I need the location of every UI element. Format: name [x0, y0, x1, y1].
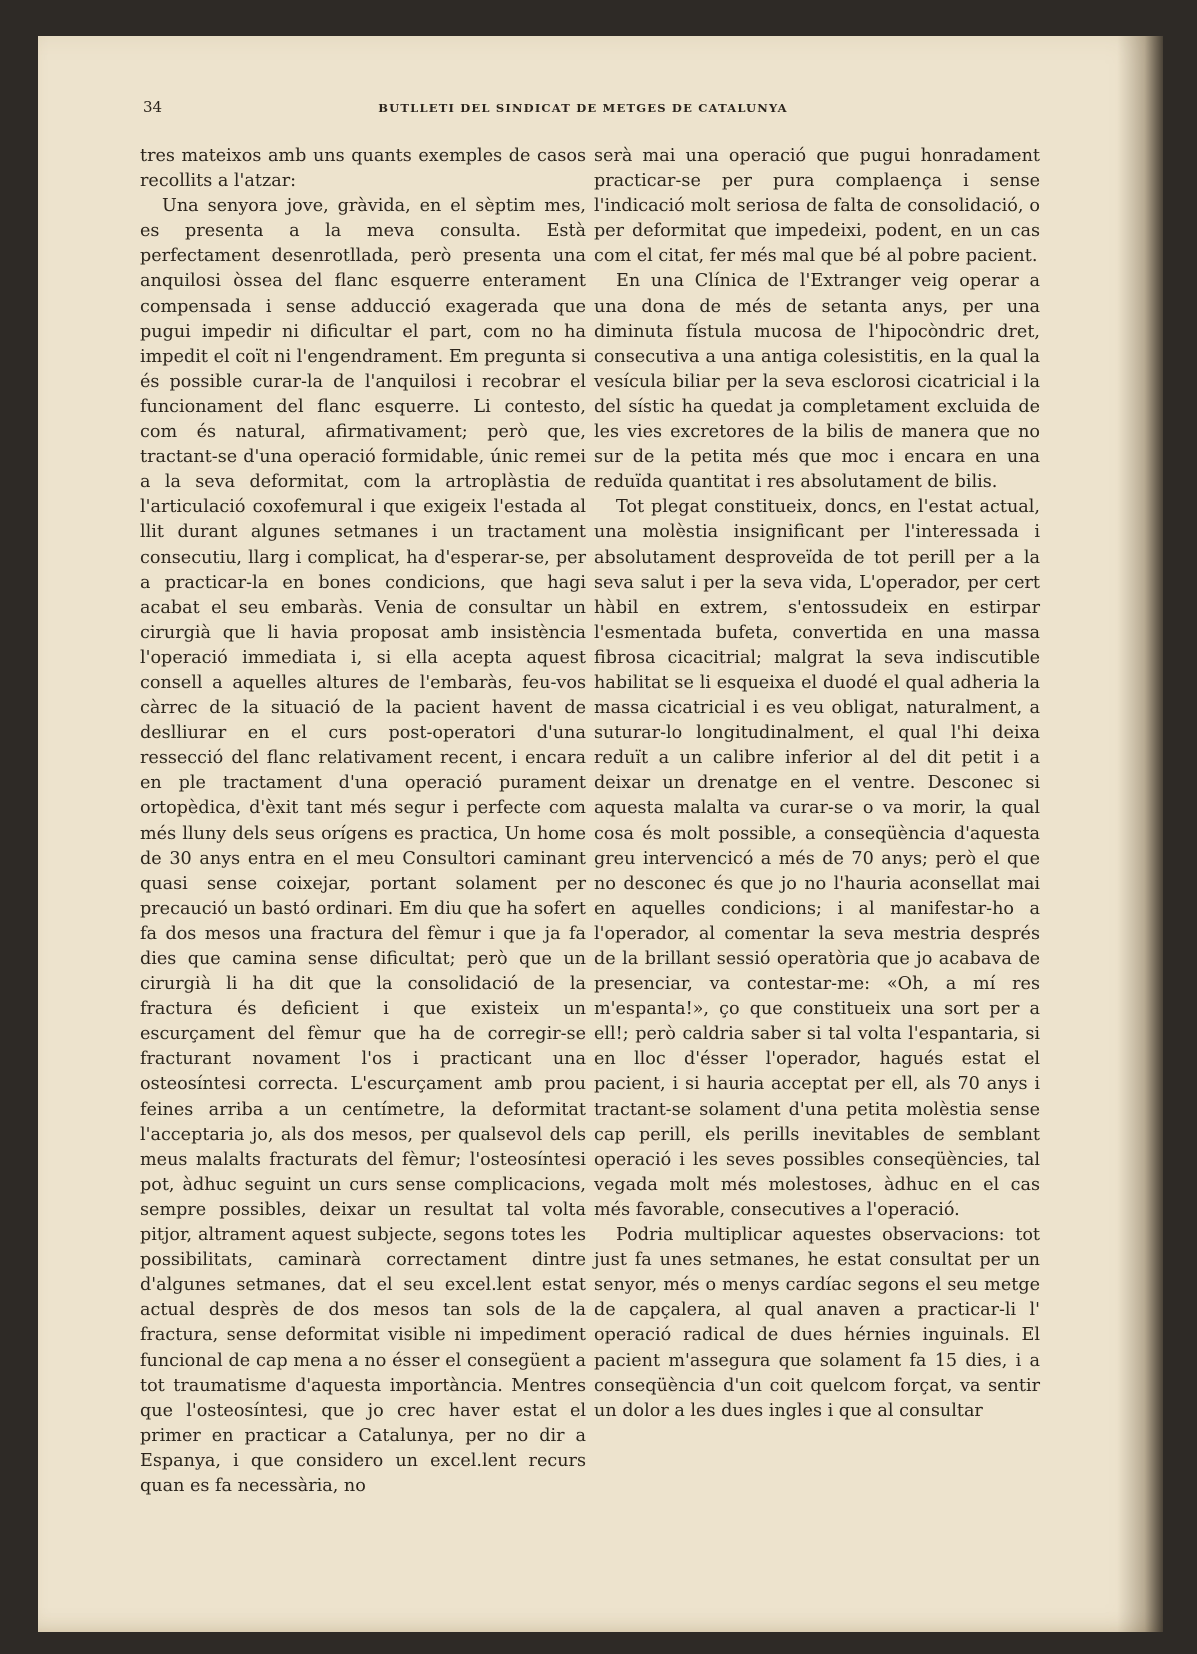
page-binding-shadow: [1117, 36, 1163, 1632]
paragraph: tres mateixos amb uns quants exemples de casos recollits a l'atzar:: [140, 146, 586, 192]
journal-page: [38, 36, 1163, 1632]
right-column: [594, 144, 1040, 1424]
paragraph: Una senyora jove, gràvida, en el sèptim mes, es presenta a la meva consulta. Està perfectament desenrotllada, però presenta una anquilosi òssea del flanc esquerre enterament compensada i sense adducció exagerada que pugui impedir ni dificultar el part, com no ha impedit el coït ni l'engendrament. Em pregunta si és possible curar-la de l'anquilosi i recobrar el funcionament del flanc esquerre. Li contesto, com és natural, afirmativament; però que, tractant-se d'una operació formidable, únic remei a la seva deformitat, com la artroplàstia de l'articulació coxofemural i que exigeix l'estada al llit durant algunes setmanes i un tractament consecutiu, llarg i complicat, ha d'esperar-se, per a practicar-la en bones condicions, que hagi acabat el seu embaràs. Venia de consultar un cirurgià que li havia proposat amb insistència l'operació immediata i, si ella acepta aquest consell a aquelles altures de l'embaràs, feu-vos càrrec de la situació de la pacient havent de deslliurar en el curs post-operatori d'una ressecció del flanc relativament recent, i encara en ple tractament d'una operació purament ortopèdica, d'èxit tant més segur i perfecte com més lluny dels seus orígens es practica, Un home de 30 anys entra en el meu Consultori caminant quasi sense coixejar, portant solament per precaució un bastó ordinari. Em diu que ha sofert fa dos mesos una fractura del fèmur i que ja fa dies que camina sense dificultat; però que un cirurgià li ha dit que la consolidació de la fractura és deficient i que existeix un escurçament del fèmur que ha de corregir-se fracturant novament l'os i practicant una osteosíntesi correcta. L'escurçament amb prou feines arriba a un centímetre, la deformitat l'acceptaria jo, als dos mesos, per qualsevol dels meus malalts fracturats del fèmur; l'osteosíntesi pot, àdhuc seguint un curs sense complicacions, sempre possibles, deixar un resultat tal volta pitjor, altrament aquest subjecte, segons totes les possibilitats, caminarà correctament dintre d'algunes setmanes, dat el seu excel.lent estat actual desprès de dos mesos tan sols de la fractura, sense deformitat visible ni impediment funcional de cap mena a no ésser el consegüent a tot traumatisme d'aquesta importància. Mentres que l'osteosíntesi, que jo crec haver estat el primer en practicar a Catalunya, per no dir a Espanya, i que considero un excel.lent recurs quan es fa necessària, no: [140, 196, 586, 1496]
page-number: 34: [143, 98, 163, 116]
page-header: [143, 98, 1123, 122]
running-title: BUTLLETI DEL SINDICAT DE METGES DE CATALUNYA: [378, 101, 788, 115]
paragraph: En una Clínica de l'Extranger veig operar a una dona de més de setanta anys, per una diminuta fístula mucosa de l'hipocòndric dret, consecutiva a una antiga colesistitis, en la qual la vesícula biliar per la seva esclorosi cicatricial i la del sístic ha quedat ja completament excluida de les vies excretores de la bilis de manera que no sur de la petita més que moc i encara en una reduïda quantitat i res absolutament de bilis.: [594, 271, 1040, 493]
paragraph: Tot plegat constitueix, doncs, en l'estat actual, una molèstia insignificant per l'interessada i absolutament desproveïda de tot perill per a la seva salut i per la seva vida, L'operador, per cert hàbil en extrem, s'entossudeix en estirpar l'esmentada bufeta, convertida en una massa fibrosa cicacitrial; malgrat la seva indiscutible habilitat se li esqueixa el duodé el qual adheria la massa cicatricial i es veu obligat, naturalment, a suturar-lo longitudinalment, el qual l'hi deixa reduït a un calibre inferior al del dit petit i a deixar un drenatge en el ventre. Desconec si aquesta malalta va curar-se o va morir, la qual cosa és molt possible, a conseqüència d'aquesta greu intervencicó a més de 70 anys; però el que no desconec és que jo no l'hauria aconsellat mai en aquelles condicions; i al manifestar-ho a l'operador, al comentar la seva mestria després de la brillant sessió operatòria que jo acabava de presenciar, va contestar-me: «Oh, a mí res m'espanta!», ço que constitueix una sort per a ell!; però caldria saber si tal volta l'espantaria, si en lloc d'ésser l'operador, hagués estat el pacient, i si hauria acceptat per ell, als 70 anys i tractant-se solament d'una petita molèstia sense cap perill, els perills inevitables de semblant operació i les seves possibles conseqüències, tal vegada molt més molestoses, àdhuc en el cas més favorable, consecutives a l'operació.: [594, 497, 1040, 1220]
paragraph: Podria multiplicar aquestes observacions: tot just fa unes setmanes, he estat consultat per un senyor, més o menys cardíac segons el seu metge de capçalera, al qual anaven a practicar-li l' operació radical de dues hérnies inguinals. El pacient m'assegura que solament fa 15 dies, i a conseqüència d'un coit quelcom forçat, va sentir un dolor a les dues ingles i que al consultar: [594, 1225, 1040, 1421]
paragraph: serà mai una operació que pugui honradament practicar-se per pura complaença i sense l'indicació molt seriosa de falta de consolidació, o per deformitat que impedeixi, podent, en un cas com el citat, fer més mal que bé al pobre pacient.: [594, 146, 1040, 267]
left-column: [140, 144, 586, 1499]
